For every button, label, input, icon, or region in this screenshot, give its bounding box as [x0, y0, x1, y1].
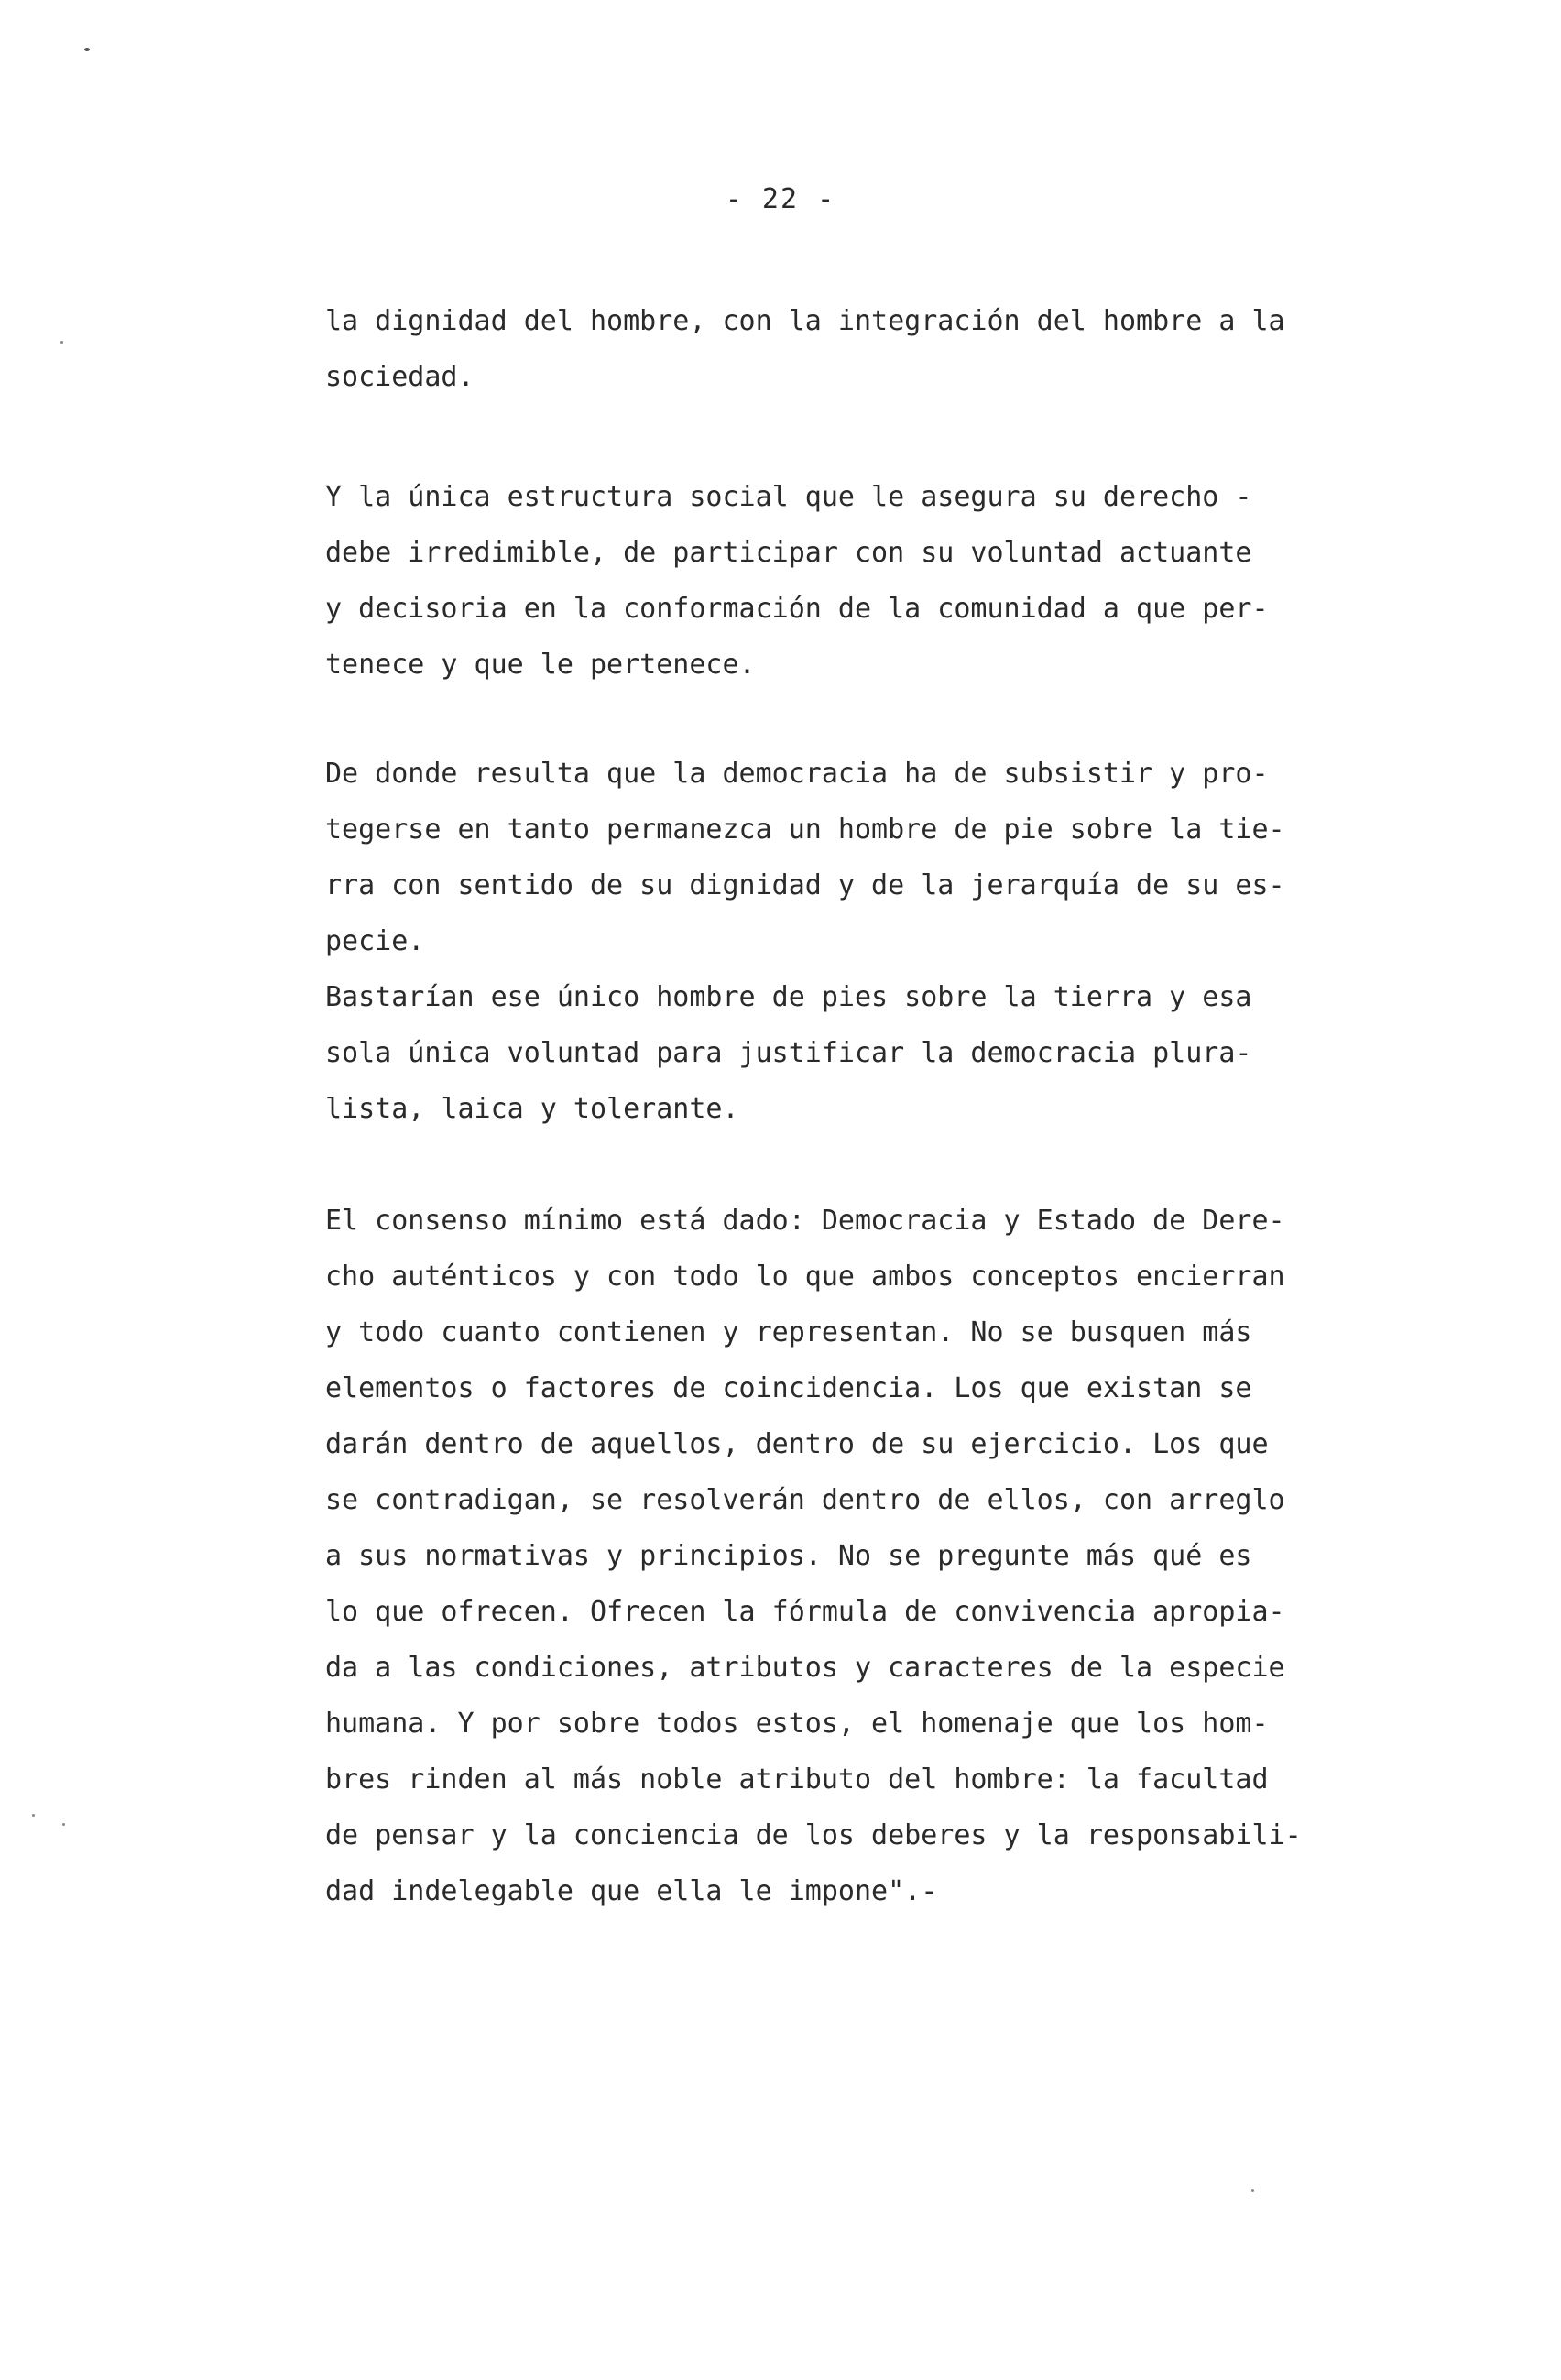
scan-speck [84, 48, 90, 51]
text-line: Bastarían ese único hombre de pies sobre la tierra y esa [325, 981, 1252, 1013]
text-line: sola única voluntad para justificar la democracia plura- [325, 1037, 1252, 1069]
text-line: debe irredimible, de participar con su voluntad actuante [325, 537, 1252, 569]
text-line: la dignidad del hombre, con la integración del hombre a la [325, 305, 1285, 337]
text-line: elementos o factores de coincidencia. Los que existan se [325, 1372, 1252, 1404]
text-line: y todo cuanto contienen y representan. No se busquen más [325, 1316, 1252, 1348]
paragraph-3 [325, 746, 1452, 1137]
text-line: De donde resulta que la democracia ha de subsistir y pro- [325, 758, 1269, 790]
text-line: tenece y que le pertenece. [325, 649, 756, 681]
text-line: Y la única estructura social que le asegura su derecho - [325, 481, 1252, 513]
text-line: da a las condiciones, atributos y caracteres de la especie [325, 1652, 1285, 1684]
text-line: pecie. [325, 925, 425, 957]
paragraph-2 [325, 469, 1452, 693]
text-line: bres rinden al más noble atributo del hombre: la facultad [325, 1763, 1269, 1796]
text-line: se contradigan, se resolverán dentro de ellos, con arreglo [325, 1484, 1285, 1516]
scan-speck [62, 1823, 65, 1826]
text-line: humana. Y por sobre todos estos, el homenaje que los hom- [325, 1708, 1269, 1740]
text-line: rra con sentido de su dignidad y de la jerarquía de su es- [325, 869, 1285, 901]
paragraph-1 [325, 293, 1452, 405]
paragraph-4 [325, 1193, 1452, 1919]
text-line: lista, laica y tolerante. [325, 1093, 739, 1125]
scan-speck [1251, 2189, 1254, 2192]
text-line: a sus normativas y principios. No se pregunte más qué es [325, 1540, 1252, 1572]
text-line: dad indelegable que ella le impone".- [325, 1875, 938, 1907]
text-line: darán dentro de aquellos, dentro de su ejercicio. Los que [325, 1428, 1269, 1460]
text-line: y decisoria en la conformación de la comunidad a que per- [325, 593, 1269, 625]
text-line: El consenso mínimo está dado: Democracia y Estado de Dere- [325, 1205, 1285, 1237]
text-line: de pensar y la conciencia de los deberes y la responsabili- [325, 1819, 1302, 1851]
text-line: tegerse en tanto permanezca un hombre de pie sobre la tie- [325, 813, 1285, 846]
text-line: sociedad. [325, 361, 475, 393]
scan-speck [60, 341, 63, 344]
text-line: cho auténticos y con todo lo que ambos conceptos encierran [325, 1261, 1285, 1293]
page-number: - 22 - [725, 183, 836, 215]
text-line: lo que ofrecen. Ofrecen la fórmula de convivencia apropia- [325, 1596, 1285, 1628]
scan-speck [32, 1814, 35, 1817]
